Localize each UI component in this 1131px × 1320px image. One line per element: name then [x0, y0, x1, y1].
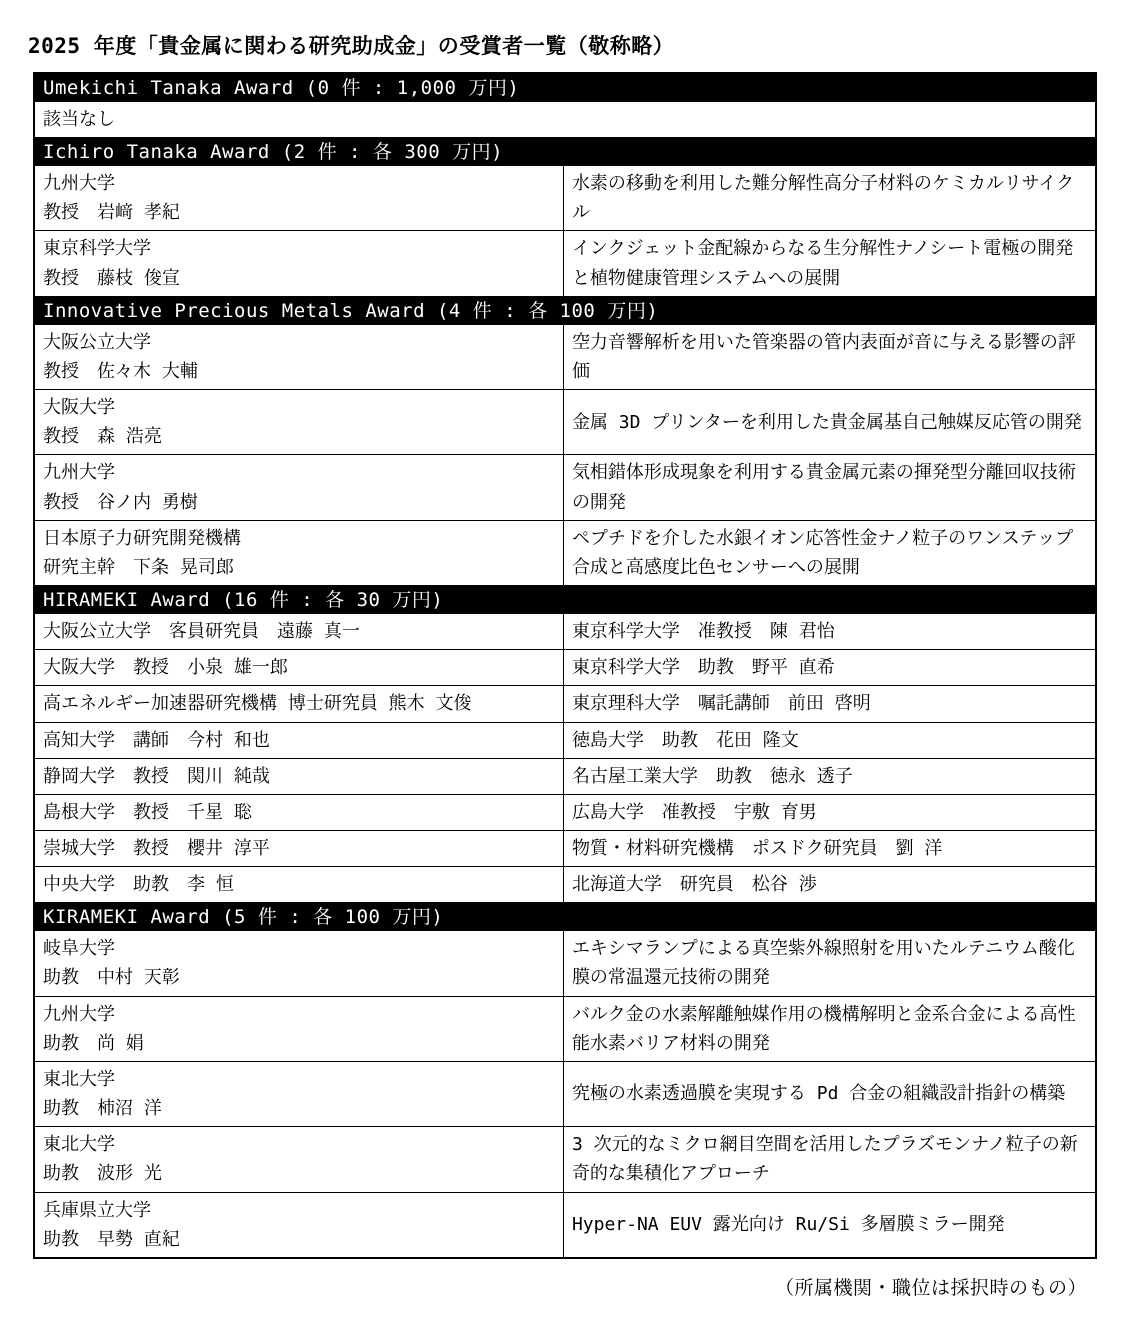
- row-text: 該当なし: [43, 109, 115, 130]
- person: 教授 岩﨑 孝紀: [43, 202, 180, 224]
- table-row: [35, 166, 1095, 231]
- table-row: [35, 1127, 1095, 1192]
- person: 教授 藤枝 俊宣: [43, 267, 180, 289]
- awardee-left: 高知大学 講師 今村 和也: [35, 723, 564, 758]
- awardee-cell: [35, 325, 564, 389]
- awardee-cell: [35, 166, 564, 230]
- affiliation: 九州大学: [43, 1003, 115, 1025]
- awardee-right: 東京科学大学 助教 野平 直希: [571, 657, 835, 679]
- topic-cell: [564, 1127, 1095, 1191]
- awardee-left: 大阪公立大学 客員研究員 遠藤 真一: [35, 614, 564, 649]
- section-header: Ichiro Tanaka Award (2 件 : 各 300 万円): [35, 138, 1095, 166]
- page-title: 2025 年度「貴金属に関わる研究助成金」の受賞者一覧（敬称略）: [28, 34, 675, 58]
- awardee-cell: [35, 231, 564, 295]
- table-row: [35, 831, 1095, 867]
- awardee-left: 島根大学 教授 千星 聡: [35, 795, 564, 830]
- topic-cell: [564, 390, 1095, 454]
- topic-cell: [564, 1062, 1095, 1126]
- table-row: [35, 455, 1095, 520]
- topic: Hyper-NA EUV 露光向け Ru/Si 多層膜ミラー開発: [571, 1214, 1005, 1236]
- awardee-cell: [35, 1062, 564, 1126]
- awardee-cell: [35, 1127, 564, 1191]
- table-row: [35, 1193, 1095, 1257]
- topic: 空力音響解析を用いた管楽器の管内表面が音に与える影響の評価: [571, 331, 1076, 382]
- topic-cell: [564, 325, 1095, 389]
- person: 助教 早勢 直紀: [43, 1228, 180, 1250]
- topic: 3 次元的なミクロ網目空間を活用したプラズモンナノ粒子の新奇的な集積化アプローチ: [571, 1134, 1078, 1185]
- awardee-cell: [35, 997, 564, 1061]
- topic-cell: [564, 521, 1095, 585]
- table-row: [35, 521, 1095, 586]
- awardee-right: 物質・材料研究機構 ポスドク研究員 劉 洋: [571, 837, 943, 859]
- awardee-cell: [35, 521, 564, 585]
- topic: エキシマランプによる真空紫外線照射を用いたルテニウム酸化膜の常温還元技術の開発: [571, 938, 1075, 989]
- table-row: [35, 867, 1095, 903]
- topic: 究極の水素透過膜を実現する Pd 合金の組織設計指針の構築: [571, 1083, 1066, 1105]
- awardee-right: 徳島大学 助教 花田 隆文: [571, 729, 799, 751]
- awardee-right: 広島大学 准教授 宇敷 育男: [571, 801, 817, 823]
- table-row: [35, 102, 1095, 138]
- topic: 金属 3D プリンターを利用した貴金属基自己触媒反応管の開発: [571, 411, 1082, 433]
- topic: ペプチドを介した水銀イオン応答性金ナノ粒子のワンステップ合成と高感度比色センサーへの展開: [571, 527, 1074, 578]
- footer-note: （所属機関・職位は採択時のもの）: [774, 1276, 1087, 1299]
- table-row: [35, 614, 1095, 650]
- affiliation: 兵庫県立大学: [43, 1199, 151, 1221]
- person: 教授 佐々木 大輔: [43, 360, 198, 382]
- affiliation: 東北大学: [43, 1134, 115, 1156]
- section-header: Innovative Precious Metals Award (4 件 : 各 100 万円): [35, 297, 1095, 325]
- table-row: [35, 723, 1095, 759]
- person: 助教 柿沼 洋: [43, 1098, 162, 1120]
- table-row: [35, 650, 1095, 686]
- affiliation: 日本原子力研究開発機構: [43, 527, 241, 549]
- affiliation: 東北大学: [43, 1068, 115, 1090]
- table-row: [35, 759, 1095, 795]
- topic-cell: [564, 231, 1095, 295]
- topic-cell: [564, 1193, 1095, 1257]
- table-row: [35, 931, 1095, 996]
- table-row: [35, 997, 1095, 1062]
- table-row: [35, 390, 1095, 455]
- person: 教授 森 浩亮: [43, 426, 162, 448]
- topic-cell: [564, 455, 1095, 519]
- table-row: [35, 686, 1095, 722]
- awardee-cell: [35, 1193, 564, 1257]
- table-row: [35, 231, 1095, 296]
- person: 助教 中村 天彰: [43, 967, 180, 989]
- section-header: HIRAMEKI Award (16 件 : 各 30 万円): [35, 586, 1095, 614]
- affiliation: 九州大学: [43, 173, 115, 195]
- awardee-left: 静岡大学 教授 関川 純哉: [35, 759, 564, 794]
- awardee-right: 名古屋工業大学 助教 徳永 透子: [571, 765, 853, 787]
- topic: インクジェット金配線からなる生分解性ナノシート電極の開発と植物健康管理システムへの展開: [571, 238, 1074, 289]
- awardee-left: 中央大学 助教 李 恒: [35, 867, 564, 902]
- awardee-left: 大阪大学 教授 小泉 雄一郎: [35, 650, 564, 685]
- affiliation: 大阪公立大学: [43, 331, 151, 353]
- awardee-left: 高エネルギー加速器研究機構 博士研究員 熊木 文俊: [35, 686, 564, 721]
- awardee-cell: [35, 455, 564, 519]
- topic-cell: [564, 166, 1095, 230]
- person: 助教 尚 娟: [43, 1032, 144, 1054]
- affiliation: 大阪大学: [43, 397, 115, 419]
- awards-table: [33, 72, 1097, 1259]
- table-row: [35, 1062, 1095, 1127]
- section-header: KIRAMEKI Award (5 件 : 各 100 万円): [35, 903, 1095, 931]
- awardee-right: 東京理科大学 嘱託講師 前田 啓明: [571, 693, 871, 715]
- table-row: [35, 795, 1095, 831]
- topic-cell: [564, 997, 1095, 1061]
- affiliation: 東京科学大学: [43, 238, 151, 260]
- person: 助教 波形 光: [43, 1163, 162, 1185]
- topic-cell: [564, 931, 1095, 995]
- awardee-right: 東京科学大学 准教授 陳 君怡: [571, 621, 835, 643]
- awardee-cell: [35, 390, 564, 454]
- topic: 気相錯体形成現象を利用する貴金属元素の揮発型分離回収技術の開発: [571, 462, 1076, 513]
- section-header: Umekichi Tanaka Award (0 件 : 1,000 万円): [35, 74, 1095, 102]
- topic: バルク金の水素解離触媒作用の機構解明と金系合金による高性能水素バリア材料の開発: [571, 1003, 1076, 1054]
- affiliation: 岐阜大学: [43, 938, 115, 960]
- topic: 水素の移動を利用した難分解性高分子材料のケミカルリサイクル: [571, 173, 1074, 224]
- awardee-left: 崇城大学 教授 櫻井 淳平: [35, 831, 564, 866]
- awardee-cell: [35, 931, 564, 995]
- affiliation: 九州大学: [43, 462, 115, 484]
- table-row: [35, 325, 1095, 390]
- awardee-right: 北海道大学 研究員 松谷 渉: [571, 874, 817, 896]
- person: 研究主幹 下条 晃司郎: [43, 556, 234, 578]
- person: 教授 谷ノ内 勇樹: [43, 491, 198, 513]
